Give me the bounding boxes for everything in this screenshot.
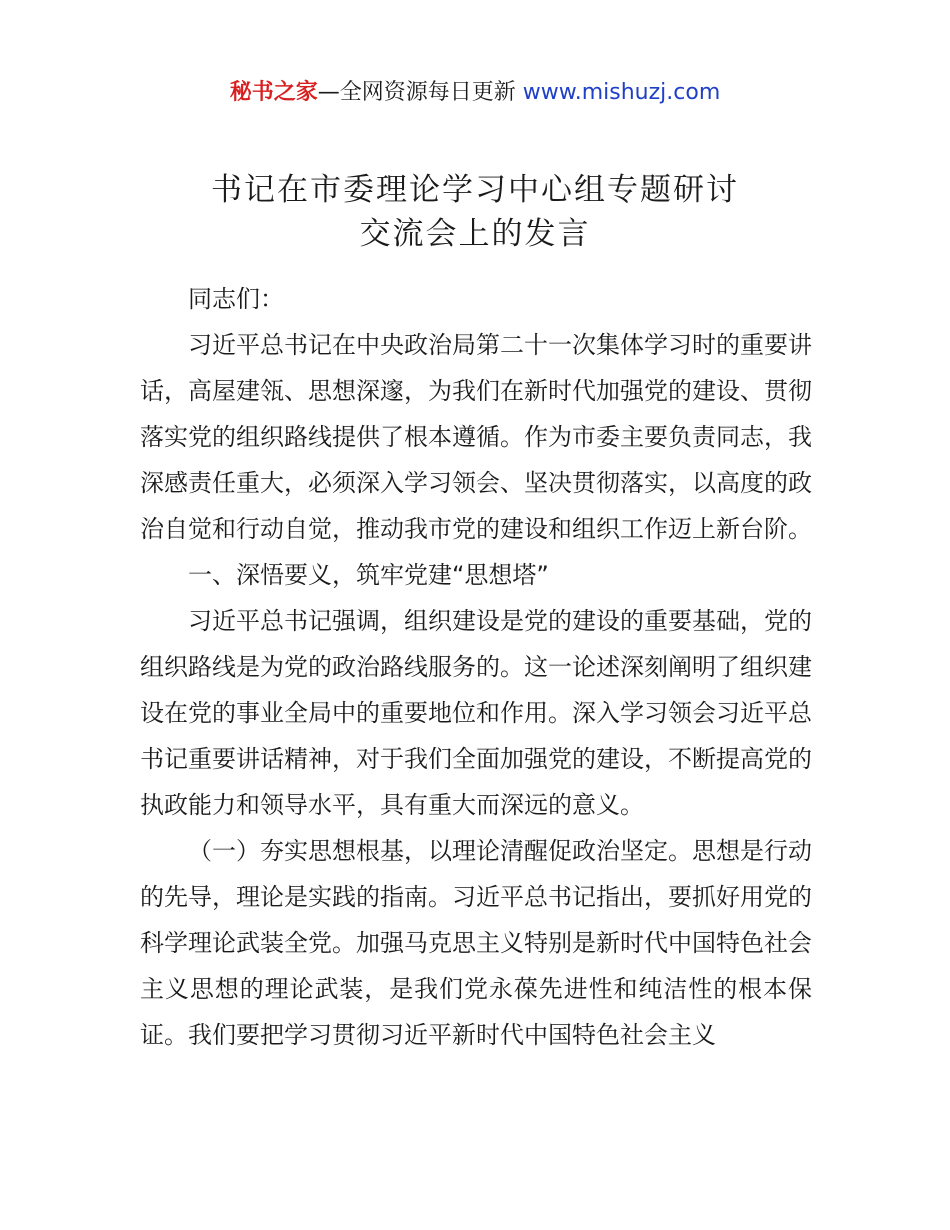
page-header [0, 76, 950, 110]
document-title [0, 168, 950, 256]
site-link[interactable]: www.mishuzj.com [522, 80, 721, 105]
title-line-1: 书记在市委理论学习中心组专题研讨 [211, 172, 739, 208]
title-line-2: 交流会上的发言 [359, 216, 591, 252]
salutation: 同志们： [188, 285, 284, 313]
paragraph: 习近平总书记在中央政治局第二十一次集体学习时的重要讲话，高屋建瓴、思想深邃，为我们在新时代加强党的建设、贯彻落实党的组织路线提供了根本遵循。作为市委主要负责同志，我深感责任重大，必须深入学习领会、坚决贯彻落实，以高度的政治自觉和行动自觉，推动我市党的建设和组织工作迈上新台阶。 [140, 331, 812, 543]
section-heading: 一、深悟要义，筑牢党建“思想塔” [188, 561, 549, 589]
document-body [140, 276, 812, 1058]
paragraph: 习近平总书记强调，组织建设是党的建设的重要基础，党的组织路线是为党的政治路线服务的。这一论述深刻阐明了组织建设在党的事业全局中的重要地位和作用。深入学习领会习近平总书记重要讲话精神，对于我们全面加强党的建设，不断提高党的执政能力和领导水平，具有重大而深远的意义。 [140, 607, 812, 819]
brand-name: 秘书之家 [229, 80, 318, 105]
header-tagline: —全网资源每日更新 [317, 80, 523, 105]
paragraph: （一）夯实思想根基，以理论清醒促政治坚定。思想是行动的先导，理论是实践的指南。习近平总书记指出，要抓好用党的科学理论武装全党。加强马克思主义特别是新时代中国特色社会主义思想的理论武装，是我们党永葆先进性和纯洁性的根本保证。我们要把学习贯彻习近平新时代中国特色社会主义 [140, 837, 812, 1049]
